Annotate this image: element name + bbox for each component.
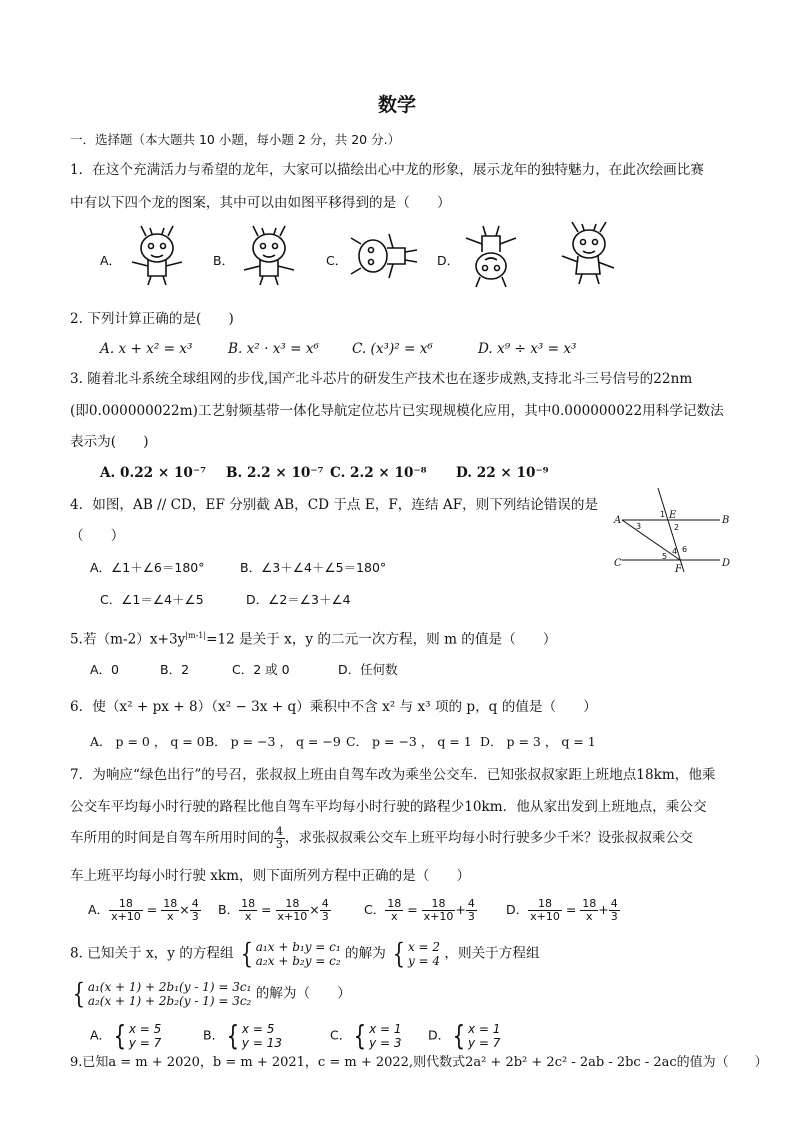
q8-option-d: D．{ x = 1 y = 7 <box>428 1019 501 1052</box>
q7-option-b: B． $\frac{18}{x}$ = $\frac{18}{x+10}$ × $\frac{4}{3}$ <box>218 897 329 923</box>
q4-option-b: B．∠3＋∠4＋∠5＝180° <box>240 560 387 575</box>
q8-line1: 8. 已知关于 x，y 的方程组 { a₁x + b₁y = c₁ a₂x + b₂y = c₂ 的解为 { x = 2 y = 4 ，则关于方程组 <box>70 937 540 970</box>
q5-stem-head: 5.若（m-2）x+3y <box>70 631 186 648</box>
q7-line3-tail: ，求张叔叔乘公交车上班平均每小时行驶多少千米？设张叔叔乘公交 <box>284 830 693 846</box>
q5-option-a: A．0 <box>90 662 120 677</box>
q3-option-b: B. 2.2 × 10⁻⁷ <box>226 465 324 481</box>
q8-option-a-x: x = 5 <box>128 1022 162 1036</box>
q8-option-c: C．{ x = 1 y = 3 <box>330 1019 402 1052</box>
q8-option-d-label: D． <box>428 1027 451 1043</box>
q9-stem: 9.已知a = m + 2020，b = m + 2021，c = m + 2022,则代数式2a² + 2b² + 2c² - 2ab - 2bc - 2ac的值为（ ） <box>70 1055 768 1070</box>
q7-fraction-num: 4 <box>275 825 283 838</box>
q7-option-d-label: D． <box>506 902 529 917</box>
q6-option-b: B． p = −3 ， q = −9 <box>205 734 341 749</box>
q8-sys1-eq2: a₂x + b₂y = c₂ <box>255 954 341 968</box>
q8-option-a-label: A． <box>90 1027 112 1043</box>
q8-option-b-label: B． <box>203 1027 225 1043</box>
q7-option-b-label: B． <box>218 902 240 917</box>
q8-system-2 <box>88 980 252 1008</box>
section-heading: 一．选择题（本大题共 10 小题，每小题 2 分，共 20 分.） <box>70 132 401 147</box>
angle-3: 3 <box>636 522 642 531</box>
q4-option-d: D．∠2＝∠3＋∠4 <box>246 592 351 607</box>
q7-option-d: D． $\frac{18}{x+10}$ = $\frac{18}{x}$ + $\frac{4}{3}$ <box>506 897 618 923</box>
q8-sys1-eq1: a₁x + b₁y = c₁ <box>255 940 341 954</box>
q8-option-a: A．{ x = 5 y = 7 <box>90 1019 162 1052</box>
q1-option-a-label: A． <box>100 253 122 268</box>
q4-option-a: A．∠1＋∠6＝180° <box>90 560 205 575</box>
q8-sol-y: y = 4 <box>407 954 441 968</box>
q5-exponent: |m-1| <box>185 631 207 640</box>
q5-option-b: B．2 <box>160 662 190 677</box>
q5-option-d: D．任何数 <box>338 662 398 677</box>
q3-line1: 3. 随着北斗系统全球组网的步伐,国产北斗芯片的研发生产技术也在逐步成熟,支持北斗三号信号的22nm <box>70 371 693 387</box>
q8-line2: { a₁(x + 1) + 2b₁(y - 1) = 3c₁ a₂(x + 1) + 2b₂(y - 1) = 3c₂ 的解为（ ） <box>72 977 351 1010</box>
q3-option-a: A. 0.22 × 10⁻⁷ <box>100 465 207 481</box>
q7-fraction-den: 3 <box>275 838 283 851</box>
page-title: 数学 <box>377 94 416 116</box>
q8-sys2-eq2: a₂(x + 1) + 2b₂(y - 1) = 3c₂ <box>87 994 252 1008</box>
q7-line3 <box>70 826 693 851</box>
q8-option-b-y: y = 13 <box>241 1036 282 1050</box>
q7-option-c: C． $\frac{18}{x}$ = $\frac{18}{x+10}$ + $\frac{4}{3}$ <box>364 897 475 923</box>
q1-option-c-label: C． <box>326 253 348 268</box>
q7-line4: 车上班平均每小时行驶 xkm，则下面所列方程中正确的是（ ） <box>70 868 471 884</box>
label-d: D <box>722 558 731 569</box>
q3-option-c: C. 2.2 × 10⁻⁸ <box>330 465 427 481</box>
q3-line3: 表示为( ) <box>70 434 149 450</box>
q6-option-d: D． p = 3 ， q = 1 <box>480 734 596 749</box>
q4-option-c: C．∠1＝∠4＋∠5 <box>100 592 204 607</box>
q8-line1-head: 8. 已知关于 x，y 的方程组 <box>70 945 234 962</box>
q3-option-d: D. 22 × 10⁻⁹ <box>456 465 549 481</box>
q8-option-b: B．{ x = 5 y = 13 <box>203 1019 282 1052</box>
q8-option-d-x: x = 1 <box>467 1022 501 1036</box>
q1-line2: 中有以下四个龙的图案，其中可以由如图平移得到的是（ ） <box>70 195 451 211</box>
q8-option-b-x: x = 5 <box>241 1022 275 1036</box>
q8-option-a-y: y = 7 <box>128 1036 162 1050</box>
q8-option-c-x: x = 1 <box>369 1022 402 1036</box>
q5-stem <box>70 626 556 650</box>
q8-line1-mid: 的解为 <box>345 945 386 962</box>
q4-geometry-figure <box>612 484 734 574</box>
angle-4: 4 <box>672 547 678 556</box>
dragon-option-c-image <box>347 230 421 282</box>
q1-option-b-label: B． <box>213 253 235 268</box>
q7-fraction <box>274 826 285 851</box>
q8-option-c-label: C． <box>330 1027 352 1043</box>
angle-1: 1 <box>660 510 666 519</box>
angle-5: 5 <box>662 552 668 561</box>
q6-stem: 6．使（x² + px + 8）（x² − 3x + q）乘积中不含 x² 与 x³ 项的 p，q 的值是（ ） <box>70 699 597 715</box>
q8-option-d-y: y = 7 <box>467 1036 501 1050</box>
q8-sol-x: x = 2 <box>407 940 441 954</box>
q8-system-1 <box>256 940 341 968</box>
dragon-reference-image <box>556 218 618 288</box>
q1-line1: 1．在这个充满活力与希望的龙年，大家可以描绘出心中龙的形象，展示龙年的独特魅力，在此次绘画比赛 <box>70 162 704 178</box>
label-b: B <box>722 515 730 526</box>
label-e: E <box>669 510 677 521</box>
q8-line1-tail: ，则关于方程组 <box>444 945 540 962</box>
q2-option-d: D. x⁹ ÷ x³ = x³ <box>478 341 577 357</box>
q7-line1: 7．为响应“绿色出行”的号召，张叔叔上班由自驾车改为乘坐公交车．已知张叔叔家距上班地点18km，他乘 <box>70 767 716 783</box>
q5-option-c: C．2 或 0 <box>232 662 290 677</box>
q7-line2: 公交车平均每小时行驶的路程比他自驾车平均每小时行驶的路程少10km．他从家出发到上班地点，乘公交 <box>70 799 707 815</box>
q2-option-a: A. x + x² = x³ <box>100 341 193 357</box>
q8-solution <box>408 940 440 968</box>
label-c: C <box>614 558 622 569</box>
q2-option-c: C. (x³)² = x⁶ <box>352 341 433 357</box>
dragon-option-d-image <box>462 222 520 290</box>
q7-line3-head: 车所用的时间是自驾车所用时间的 <box>70 830 274 846</box>
angle-6: 6 <box>682 545 688 554</box>
q2-stem: 2. 下列计算正确的是( ) <box>70 311 234 327</box>
angle-2: 2 <box>674 523 680 532</box>
q7-option-a-label: A． <box>88 902 110 917</box>
q5-stem-tail: =12 是关于 x，y 的二元一次方程，则 m 的值是（ ） <box>206 631 557 648</box>
label-f: F <box>675 564 682 574</box>
label-a: A <box>614 515 622 526</box>
q7-option-c-label: C． <box>364 902 386 917</box>
q7-option-a: A． $\frac{18}{x+10}$ = $\frac{18}{x}$ × $\frac{4}{3}$ <box>88 897 199 923</box>
q8-sys2-eq1: a₁(x + 1) + 2b₁(y - 1) = 3c₁ <box>87 980 252 994</box>
q2-option-b: B. x² · x³ = x⁶ <box>228 341 319 357</box>
q3-line2: (即0.000000022m)工艺射频基带一体化导航定位芯片已实现规模化应用，其中0.000000022用科学记数法 <box>70 403 724 419</box>
dragon-option-b-image <box>238 222 300 288</box>
q8-option-c-y: y = 3 <box>369 1036 402 1050</box>
q6-option-c: C． p = −3 ， q = 1 <box>346 734 472 749</box>
q4-line1: 4．如图，AB // CD，EF 分别截 AB，CD 于点 E，F，连结 AF，则下列结论错误的是 <box>70 497 599 513</box>
q1-option-d-label: D． <box>437 253 460 268</box>
q8-line2-tail: 的解为（ ） <box>255 985 351 1002</box>
dragon-option-a-image <box>126 222 188 288</box>
q6-option-a: A． p = 0 ， q = 0 <box>90 734 205 749</box>
q4-line2: （ ） <box>70 528 125 544</box>
